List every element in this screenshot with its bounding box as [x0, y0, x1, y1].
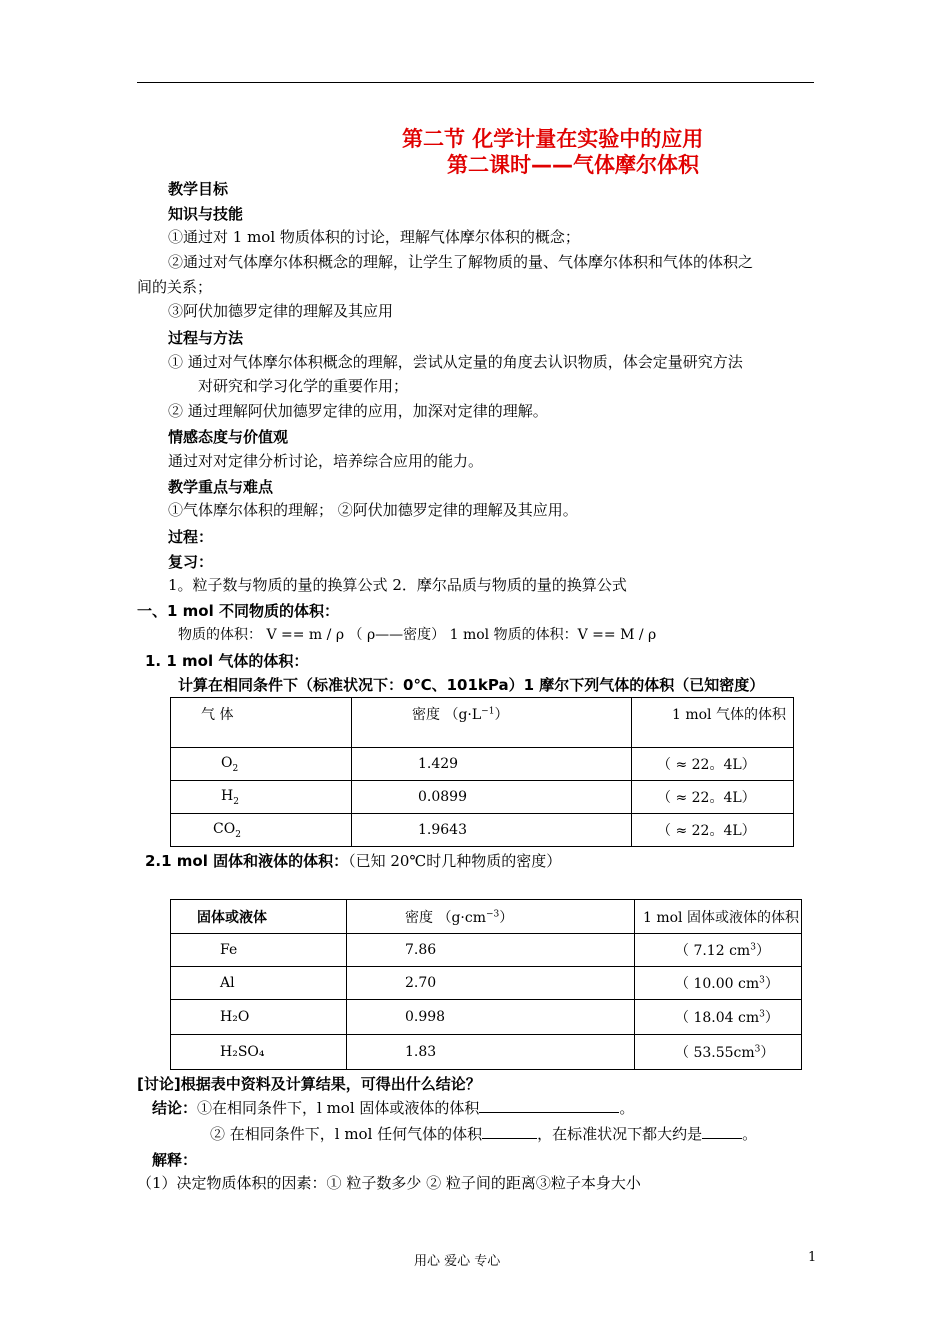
gas-volume: （ ≈ 22。4L） [632, 781, 794, 814]
conclusion-1-blank [479, 1098, 619, 1113]
table-row [171, 967, 802, 1000]
table-row [171, 934, 802, 967]
knowledge-item-2: ②通过对气体摩尔体积概念的理解，让学生了解物质的量、气体摩尔体积和气体的体积之 [168, 253, 754, 271]
conclusion-2-blank-2 [702, 1124, 742, 1139]
title-section: 第二节 化学计量在实验中的应用 [402, 127, 704, 151]
gas-volume: （ ≈ 22。4L） [632, 814, 794, 847]
process-label: 过程： [168, 528, 214, 546]
gas-name: $CO_2$ [171, 814, 352, 847]
title-lesson: 第二课时——气体摩尔体积 [447, 153, 699, 177]
gas-name: $O_2$ [171, 748, 352, 781]
solid-density: 2.70 [347, 967, 635, 1000]
solid-name: H₂O [171, 1000, 347, 1035]
gas-description: 计算在相同条件下（标准状况下：0℃、101kPa）1 摩尔下列气体的体积（已知密度） [178, 676, 765, 694]
solid-density: 1.83 [347, 1035, 635, 1070]
explain-label: 解释： [152, 1151, 198, 1169]
gas-name: $H_2$ [171, 781, 352, 814]
table-row [171, 1000, 802, 1035]
solid-header-density: 密度 $(g\cdot cm^{-3})$ [347, 900, 635, 934]
process-item-2: ② 通过理解阿伏加德罗定律的应用，加深对定律的理解。 [168, 402, 548, 420]
solid-volume: （ 7.12 $cm^3$） [635, 934, 802, 967]
process-item-1: ① 通过对气体摩尔体积概念的理解，尝试从定量的角度去认识物质，体会定量研究方法 [168, 353, 743, 371]
review-text: 1。粒子数与物质的量的换算公式 2．摩尔品质与物质的量的换算公式 [168, 576, 627, 594]
emotion-heading: 情感态度与价值观 [168, 428, 289, 446]
gas-volume: （ ≈ 22。4L） [632, 748, 794, 781]
table-row [171, 748, 794, 781]
solid-volume: （ 10.00 $cm^3$） [635, 967, 802, 1000]
conclusion-1: 结论：①在相同条件下，l mol 固体或液体的体积 。 [152, 1099, 635, 1117]
solid-table-header [171, 900, 802, 934]
header-rule [137, 82, 814, 83]
gas-density: 0.0899 [352, 781, 632, 814]
solid-header-name: 固体或液体 [171, 900, 347, 934]
gas-density: 1.9643 [352, 814, 632, 847]
solid-volume: （ $53.55cm^3$） [635, 1035, 802, 1070]
review-label: 复习： [168, 553, 214, 571]
gas-header-name: 气 体 [171, 698, 352, 748]
gas-density: 1.429 [352, 748, 632, 781]
emotion-item: 通过对对定律分析讨论，培养综合应用的能力。 [168, 452, 484, 470]
section1-heading: 一、1 mol 不同物质的体积： [137, 602, 339, 620]
table-row [171, 781, 794, 814]
table-row [171, 1035, 802, 1070]
process-item-1-cont: 对研究和学习化学的重要作用； [198, 377, 409, 395]
conclusion-2-blank-1 [482, 1124, 537, 1139]
conclusion-2: ② 在相同条件下，l mol 任何气体的体积 ，在标准状况下都大约是 。 [210, 1125, 758, 1143]
discussion-question: [讨论]根据表中资料及计算结果，可得出什么结论？ [137, 1075, 481, 1093]
process-heading: 过程与方法 [168, 329, 244, 347]
knowledge-item-1: ①通过对 1 mol 物质体积的讨论，理解气体摩尔体积的概念； [168, 228, 580, 246]
solid-table [170, 899, 802, 1070]
solid-header-volume: 1 mol 固体或液体的体积 [635, 900, 802, 934]
section2-heading: 2.1 mol 固体和液体的体积：（已知 20℃时几种物质的密度） [145, 852, 562, 870]
footer-motto: 用心 爱心 专心 [414, 1254, 501, 1269]
key-heading: 教学重点与难点 [168, 478, 274, 496]
knowledge-item-2-cont: 间的关系； [137, 278, 213, 296]
solid-name: H₂SO₄ [171, 1035, 347, 1070]
gas-header-volume: 1 mol 气体的体积 [632, 698, 794, 748]
volume-formula: 物质的体积： V == m / ρ （ ρ——密度） 1 mol 物质的体积：V == M / ρ [178, 627, 657, 643]
page-number: 1 [808, 1250, 817, 1265]
solid-name: Al [171, 967, 347, 1000]
gas-table [170, 697, 794, 847]
knowledge-item-3: ③阿伏加德罗定律的理解及其应用 [168, 302, 394, 320]
gas-table-header [171, 698, 794, 748]
gas-header-density: 密度 $(g\cdot L^{-1})$ [352, 698, 632, 748]
solid-volume: （ 18.04 $cm^3$） [635, 1000, 802, 1035]
explain-text: （1）决定物质体积的因素：① 粒子数多少 ② 粒子间的距离③粒子本身大小 [137, 1174, 641, 1192]
solid-name: Fe [171, 934, 347, 967]
key-item: ①气体摩尔体积的理解； ②阿伏加德罗定律的理解及其应用。 [168, 501, 578, 519]
knowledge-heading: 知识与技能 [168, 205, 244, 223]
table-row [171, 814, 794, 847]
objectives-heading: 教学目标 [168, 180, 229, 198]
solid-density: 0.998 [347, 1000, 635, 1035]
solid-density: 7.86 [347, 934, 635, 967]
gas-subheading: 1. 1 mol 气体的体积： [145, 652, 309, 670]
